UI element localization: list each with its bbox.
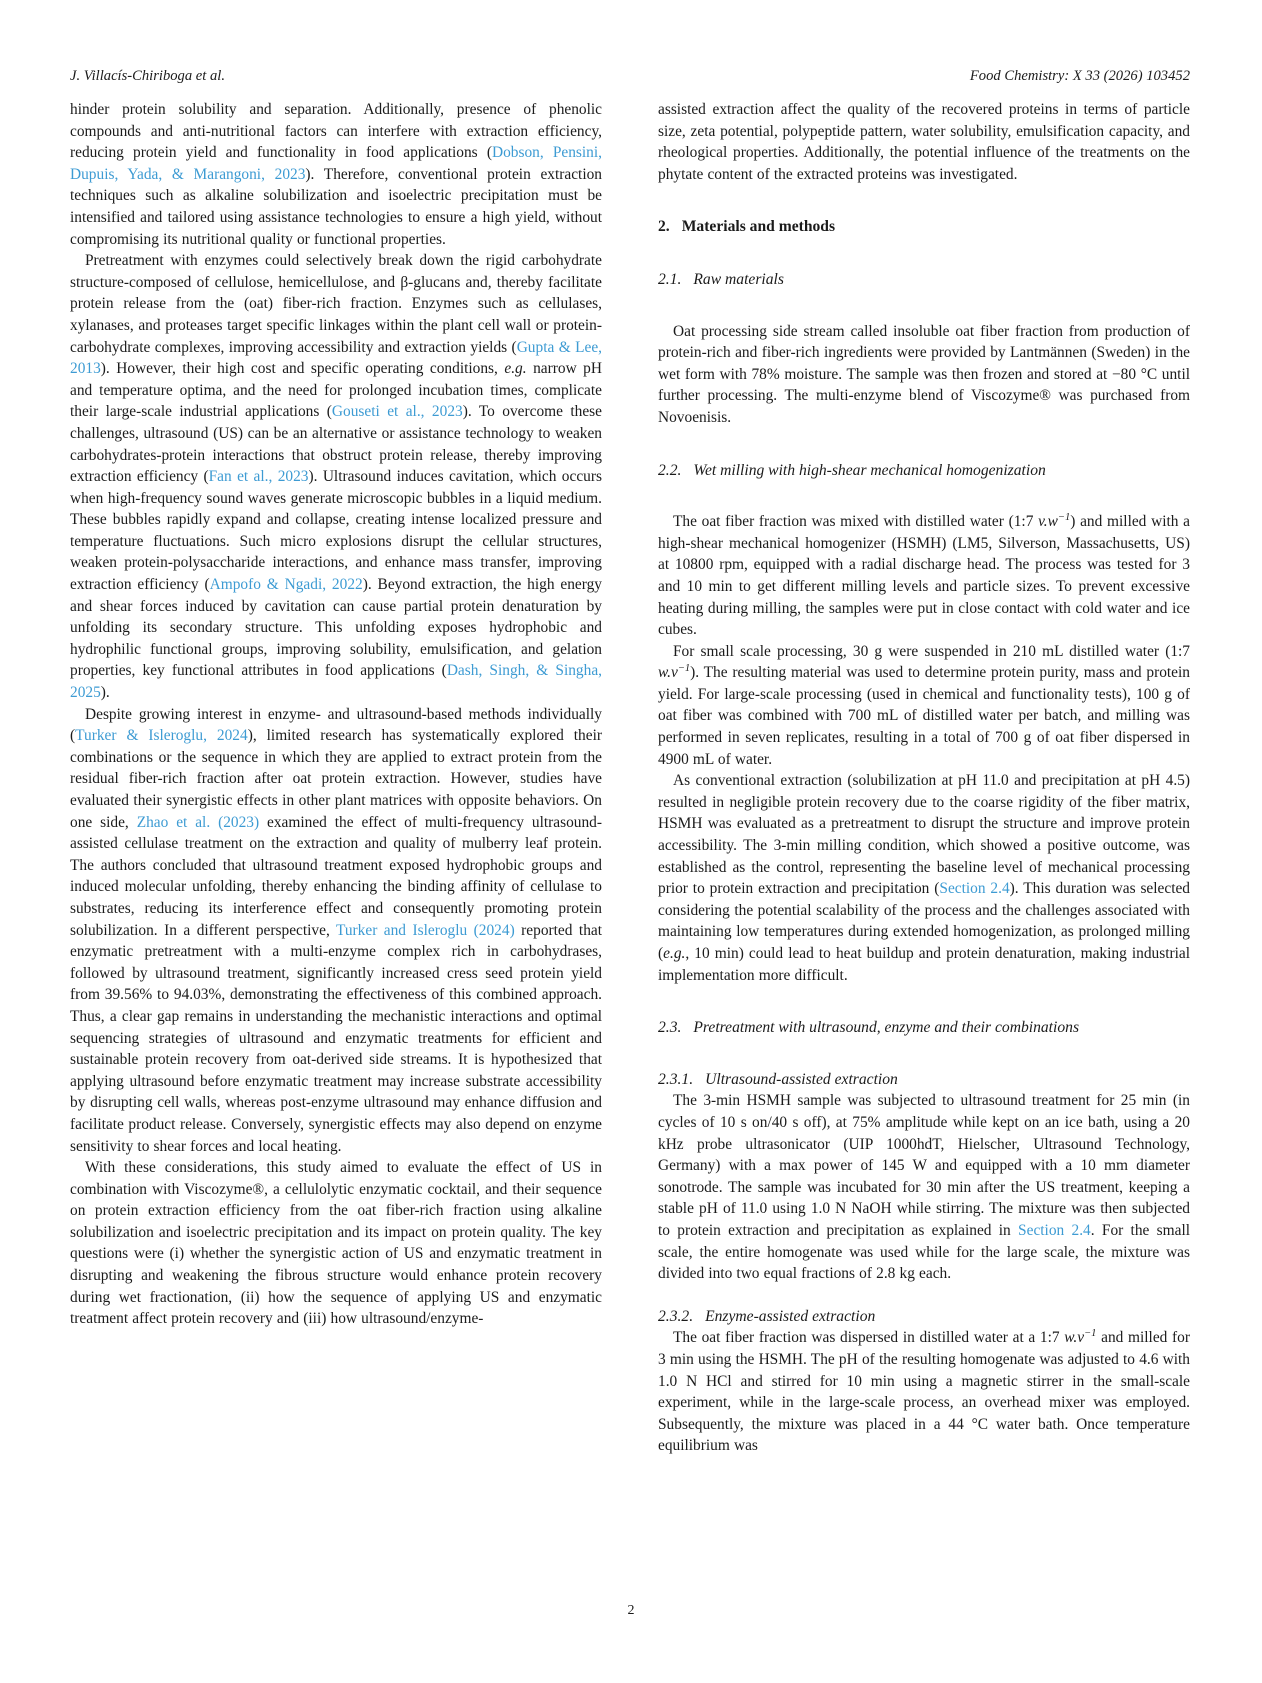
right-column (658, 99, 1190, 1457)
section-title: Materials and methods (681, 218, 836, 236)
paragraph: With these considerations, this study aimed to evaluate the effect of US in combination with Viscozyme®, a cellulolytic enzymatic cocktail, and their sequence on protein extraction efficiency from the oat fiber-rich fraction using alkaline solubilization and isoelectric precipitation and its impact on protein quality. The key questions were (i) whether the synergistic action of US and enzymatic treatment in disrupting and weakening the fibrous structure would enhance protein recovery during wet fractionation, (ii) how the sequence of applying US and enzymatic treatment affect protein recovery and (iii) how ultrasound/enzyme- (70, 1159, 602, 1328)
section-number: 2.2. (658, 461, 682, 479)
section-heading (658, 1069, 1190, 1091)
paragraph: As conventional extraction (solubilization at pH 11.0 and precipitation at pH 4.5) resulted in negligible protein recovery due to the coarse rigidity of the fiber matrix, HSMH was evaluated as a pretreatment to disrupt the structure and improve protein accessibility. The 3-min milling condition, which showed a positive outcome, was established as the control, representing the baseline level of mechanical processing prior to protein extraction and precipitation (Section 2.4). This duration was selected considering the potential scalability of the process and the challenges associated with maintaining low temperatures during extended homogenization, as prolonged milling (e.g., 10 min) could lead to heat buildup and protein denaturation, making industrial implementation more difficult. (658, 772, 1191, 984)
section-heading (658, 1306, 1190, 1328)
section-heading (658, 1017, 1190, 1039)
citation-link[interactable]: Gupta & Lee, 2013 (70, 338, 602, 378)
running-head-author: J. Villacís-Chiriboga et al. (70, 68, 225, 84)
page-number: 2 (627, 1603, 635, 1618)
citation-link[interactable]: Section 2.4 (1018, 1221, 1091, 1239)
paragraph: The 3-min HSMH sample was subjected to ultrasound treatment for 25 min (in cycles of 10 s on/40 s off), at 75% amplitude while kept on an ice bath, using a 20 kHz probe ultrasonicator (UIP 1000hdT, Hielscher, Ultrasound Technology, Germany) with a max power of 145 W and equipped with a 10 mm diameter sonotrode. The sample was incubated for 30 min after the US treatment, keeping a stable pH of 11.0 using 1.0 N NaOH while stirring. The mixture was then subjected to protein extraction and precipitation as explained in Section 2.4. For the small scale, the entire homogenate was used while for the large scale, the mixture was divided into two equal fractions of 2.8 kg each. (658, 1092, 1190, 1283)
section-number: 2. (658, 218, 670, 236)
section-title: Raw materials (693, 270, 784, 288)
running-head-journal: Food Chemistry: X 33 (2026) 103452 (969, 68, 1190, 84)
citation-link[interactable]: Dash, Singh, & Singha, 2025 (70, 662, 602, 702)
paragraph: Despite growing interest in enzyme- and ultrasound-based methods individually (Turker & Isleroglu, 2024), limited research has systematically explored their combinations or the sequence in which they are applied to extract protein from the residual fiber-rich fraction after oat protein extraction. However, studies have evaluated their synergistic effects in other plant matrices with opposite behaviors. On one side, Zhao et al. (2023) examined the effect of multi-frequency ultrasound-assisted cellulase treatment on the extraction and quality of mulberry leaf protein. The authors concluded that ultrasound treatment exposed hydrophobic groups and induced molecular unfolding, thereby enhancing the binding affinity of cellulase to substrates, reducing its interference effect and consequently promoting protein solubilization. In a different perspective, Turker and Isleroglu (2024) reported that enzymatic pretreatment with a multi-enzyme complex rich in carbohydrases, followed by ultrasound treatment, significantly increased cress seed protein yield from 39.56% to 94.03%, demonstrating the effectiveness of this combined approach. Thus, a clear gap remains in understanding the mechanistic interactions and optimal sequencing strategies of ultrasound and enzymatic treatments for efficient and sustainable protein recovery from oat-derived side streams. It is hypothesized that applying ultrasound before enzymatic treatment may increase substrate accessibility by disrupting cell walls, whereas post-enzyme ultrasound may enhance diffusion and facilitate product release. Conversely, synergistic effects may also depend on enzyme sensitivity to shear forces and local heating. (70, 705, 602, 1155)
italic-text: v.w (1038, 513, 1058, 531)
paragraph: Oat processing side stream called insoluble oat fiber fraction from production of protein-rich and fiber-rich ingredients were provided by Lantmännen (Sweden) in the wet form with 78% moisture. The sample was then frozen and stored at −80 °C until further processing. The multi-enzyme blend of Viscozyme® was purchased from Novoenisis. (658, 322, 1190, 426)
paragraph: The oat fiber fraction was mixed with distilled water (1:7 $v.w^{-1}$) and milled with a high-shear mechanical homogenizer (HSMH) (LM5, Silverson, Massachusetts, US) at 10800 rpm, equipped with a radial discharge head. The process was tested for 3 and 10 min to get different milling levels and particle sizes. To prevent excessive heating during milling, the samples were put in close contact with cold water and ice cubes. (658, 512, 1190, 639)
left-column (70, 99, 602, 1457)
citation-link[interactable]: Gouseti et al., 2023 (331, 403, 463, 421)
section-number: 2.3.2. (658, 1307, 694, 1325)
section-title: Pretreatment with ultrasound, enzyme and their combinations (693, 1019, 1080, 1037)
section-heading (658, 460, 1190, 482)
paragraph: hinder protein solubility and separation. Additionally, presence of phenolic compounds and anti-nutritional factors can interfere with extraction efficiency, reducing protein yield and functionality in food applications (Dobson, Pensini, Dupuis, Yada, & Marangoni, 2023). Therefore, conventional protein extraction techniques such as alkaline solubilization and isoelectric precipitation must be intensified and tailored using assistance technologies to ensure a high yield, without compromising its nutritional quality or functional properties. (70, 101, 603, 248)
section-number: 2.1. (658, 270, 682, 288)
citation-link[interactable]: Turker & Isleroglu, 2024 (75, 727, 248, 745)
citation-link[interactable]: Dobson, Pensini, Dupuis, Yada, & Marangoni, 2023 (70, 144, 603, 183)
section-heading (658, 269, 1190, 291)
superscript-exponent: −1 (1057, 512, 1071, 523)
paragraph: The oat fiber fraction was dispersed in distilled water at a 1:7 $w.v^{-1}$ and milled for 3 min using the HSMH. The pH of the resulting homogenate was adjusted to 4.6 with 1.0 N HCl and stirred for 10 min using a magnetic stirrer in the small-scale experiment, while in the large-scale process, an overhead mixer was employed. Subsequently, the mixture was placed in a 44 °C water bath. Once temperature equilibrium was (658, 1328, 1190, 1455)
superscript-exponent: −1 (677, 663, 691, 675)
paragraph: For small scale processing, 30 g were suspended in 210 mL distilled water (1:7 $w.v^{-1}$). The resulting material was used to determine protein purity, mass and protein yield. For large-scale processing (used in chemical and functionality tests), 100 g of oat fiber was combined with 700 mL of distilled water per batch, and milling was performed in seven replicates, resulting in a total of 700 g of oat fiber dispersed in 4900 mL of water. (658, 642, 1190, 768)
section-number: 2.3. (658, 1019, 682, 1037)
two-column-body (70, 99, 1190, 1457)
superscript-exponent: −1 (1084, 1328, 1097, 1340)
paragraph: Pretreatment with enzymes could selectively break down the rigid carbohydrate structure-composed of cellulose, hemicellulose, and β-glucans and, thereby facilitate protein release from the (oat) fiber-rich fraction. Enzymes such as cellulases, xylanases, and proteases target specific linkages within the plant cell wall or protein-carbohydrate complexes, improving accessibility and extraction yields (Gupta & Lee, 2013). However, their high cost and specific operating conditions, e.g. narrow pH and temperature optima, and the need for prolonged incubation times, complicate their large-scale industrial applications (Gouseti et al., 2023). To overcome these challenges, ultrasound (US) can be an alternative or assistance technology to weaken carbohydrates-protein interactions that obstruct protein release, thereby improving extraction efficiency (Fan et al., 2023). Ultrasound induces cavitation, which occurs when high-frequency sound waves generate microscopic bubbles in a liquid medium. These bubbles rapidly expand and collapse, creating intense localized pressure and temperature fluctuations. Such micro explosions disrupt the cellular structures, weaken protein-polysaccharide interactions, and enhance mass transfer, improving extraction efficiency (Ampofo & Ngadi, 2022). Beyond extraction, the high energy and shear forces induced by cavitation can cause partial protein denaturation by unfolding its secondary structure. This unfolding exposes hydrophobic and hydrophilic functional groups, improving solubility, emulsification, and gelation properties, key functional attributes in food applications (Dash, Singh, & Singha, 2025). (70, 252, 602, 702)
italic-text: w.v (658, 664, 678, 682)
citation-link[interactable]: Ampofo & Ngadi, 2022 (209, 576, 363, 594)
citation-link[interactable]: Turker and Isleroglu (2024) (335, 921, 515, 939)
italic-text: e.g. (504, 360, 527, 378)
page-footer (0, 1603, 1262, 1619)
section-number: 2.3.1. (658, 1070, 694, 1088)
paragraph: assisted extraction affect the quality of the recovered proteins in terms of particle size, zeta potential, polypeptide pattern, water solubility, emulsification capacity, and rheological properties. Additionally, the potential influence of the treatments on the phytate content of the extracted proteins was investigated. (658, 101, 1190, 183)
citation-link[interactable]: Fan et al., 2023 (208, 468, 309, 486)
running-head (70, 68, 1190, 85)
section-title: Ultrasound-assisted extraction (705, 1070, 898, 1088)
section-title: Wet milling with high-shear mechanical homogenization (693, 461, 1046, 479)
italic-text: w.v (1064, 1329, 1085, 1347)
citation-link[interactable]: Section 2.4 (939, 880, 1010, 898)
italic-text: e.g. (663, 945, 686, 962)
section-heading (658, 216, 1190, 238)
citation-link[interactable]: Zhao et al. (2023) (136, 813, 260, 831)
section-title: Enzyme-assisted extraction (705, 1307, 876, 1325)
